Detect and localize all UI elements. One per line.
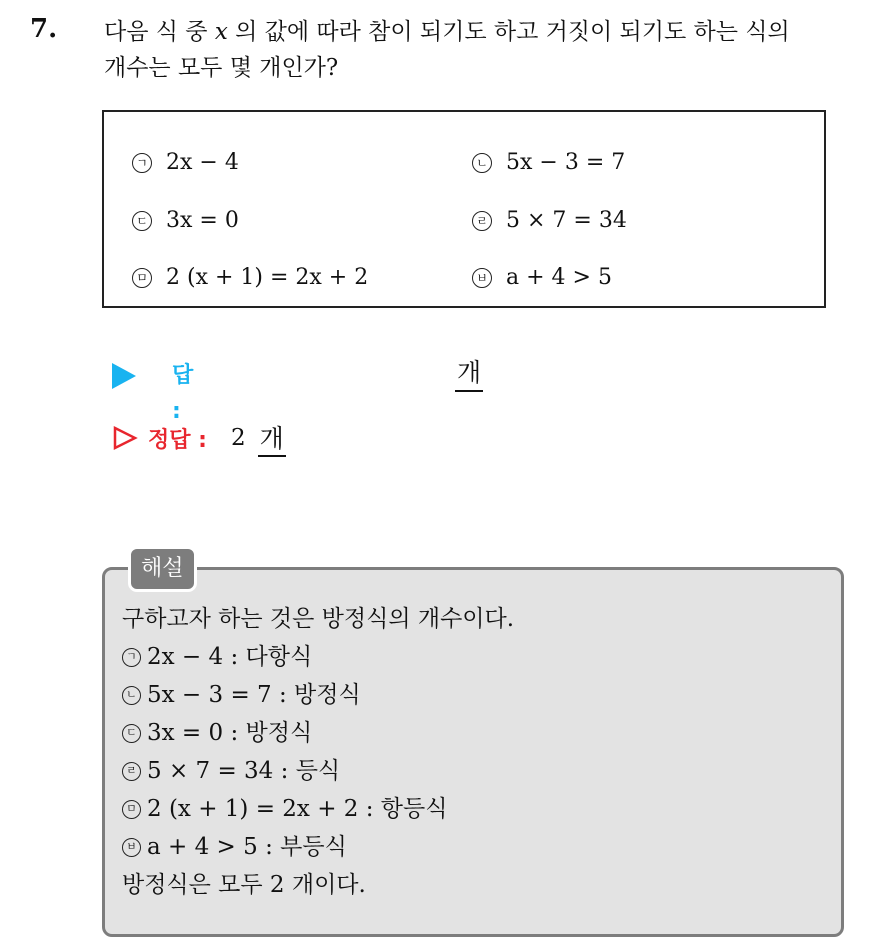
circled-mark-icon: ㄱ — [122, 648, 141, 667]
option-4 — [472, 208, 627, 233]
explanation-intro: 구하고자 하는 것은 방정식의 개수이다. — [122, 606, 515, 632]
option-expression: 2 (x + 1) = 2x + 2 — [166, 265, 369, 290]
circled-mark-icon: ㄷ — [132, 211, 152, 231]
circled-mark-icon: ㄴ — [472, 153, 492, 173]
circled-mark-icon: ㅂ — [472, 268, 492, 288]
circled-mark-icon: ㅁ — [122, 800, 141, 819]
circled-mark-icon: ㄴ — [122, 686, 141, 705]
option-2 — [472, 150, 625, 175]
answer-key-value: 2 — [230, 425, 246, 451]
question-text-part2: 의 값에 따라 참이 되기도 하고 거짓이 되기도 하는 식의 — [235, 19, 790, 45]
circled-mark-icon: ㄷ — [122, 724, 141, 743]
circled-mark-icon: ㄱ — [132, 153, 152, 173]
question-number: 7. — [30, 14, 58, 44]
answer-blank-unit[interactable]: 개 — [455, 356, 483, 392]
answer-key-row — [112, 418, 286, 458]
question-text-part1: 다음 식 중 — [104, 19, 208, 45]
explanation-tab: 해설 — [128, 546, 197, 592]
explanation-conclusion: 방정식은 모두 2 개이다. — [122, 872, 366, 898]
explanation-item-text: 3x = 0 : 방정식 — [147, 720, 313, 746]
question-text-line2: 개수는 모두 몇 개인가? — [104, 55, 339, 81]
explanation-item — [122, 714, 822, 752]
option-6 — [472, 265, 612, 290]
option-expression: 2x − 4 — [166, 150, 239, 175]
question-text — [104, 14, 874, 86]
explanation-item-text: 2 (x + 1) = 2x + 2 : 항등식 — [147, 796, 448, 822]
option-expression: 5 × 7 = 34 — [506, 208, 627, 233]
question-variable: x — [214, 19, 228, 45]
circled-mark-icon: ㄹ — [472, 211, 492, 231]
explanation-item — [122, 752, 822, 790]
explanation-item — [122, 828, 822, 866]
explanation-item-text: 5 × 7 = 34 : 등식 — [147, 758, 341, 784]
answer-key-unit: 개 — [258, 419, 286, 457]
answer-row — [112, 358, 194, 424]
circled-mark-icon: ㅁ — [132, 268, 152, 288]
option-5 — [132, 265, 368, 290]
answer-label: 답 : — [172, 363, 194, 424]
explanation-item-text: 5x − 3 = 7 : 방정식 — [147, 682, 361, 708]
explanation-item — [122, 676, 822, 714]
explanation-item — [122, 638, 822, 676]
answer-key-label: 정답 : — [148, 427, 207, 453]
option-3 — [132, 208, 239, 233]
circled-mark-icon: ㄹ — [122, 762, 141, 781]
option-expression: a + 4 > 5 — [506, 265, 612, 290]
option-expression: 3x = 0 — [166, 208, 239, 233]
explanation-item-text: 2x − 4 : 다항식 — [147, 644, 313, 670]
option-expression: 5x − 3 = 7 — [506, 150, 626, 175]
outline-triangle-icon — [112, 425, 138, 451]
explanation-content — [122, 600, 822, 904]
option-1 — [132, 150, 239, 175]
explanation-item — [122, 790, 822, 828]
explanation-item-text: a + 4 > 5 : 부등식 — [147, 834, 347, 860]
circled-mark-icon: ㅂ — [122, 838, 141, 857]
play-triangle-icon — [112, 363, 136, 389]
